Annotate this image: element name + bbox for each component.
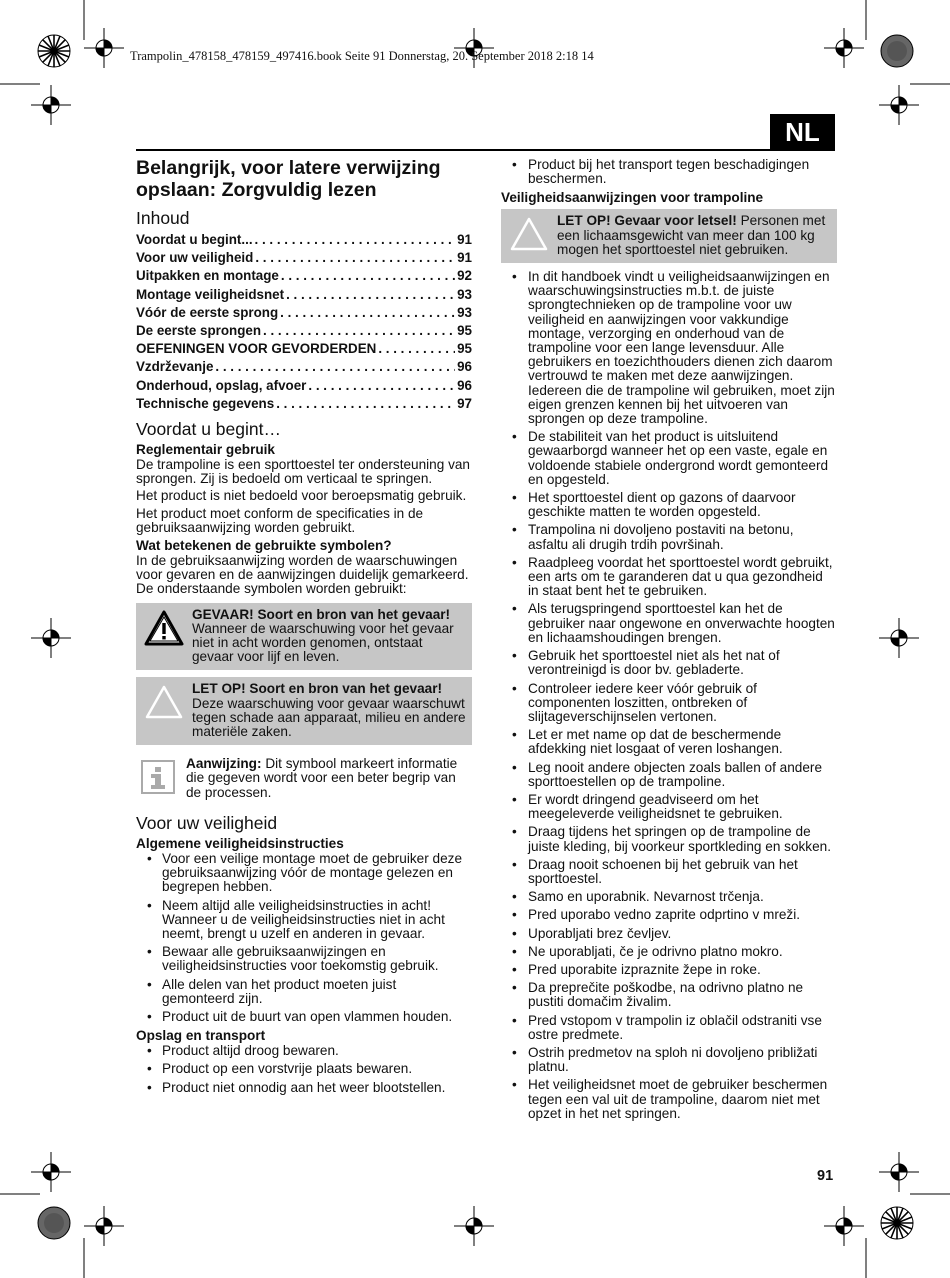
table-of-contents	[136, 231, 472, 413]
bullet-list	[136, 1044, 472, 1095]
subheading: Opslag en transport	[136, 1028, 266, 1044]
list-item: • Trampolina ni dovoljeno postaviti na betonu, asfaltu ali drugih trdih površinah.	[501, 523, 837, 551]
registration-mark-icon	[31, 1152, 71, 1192]
subheading: Veiligheidsaanwijzingen voor trampoline	[501, 190, 764, 206]
subheading: Algemene veiligheidsinstructies	[136, 835, 344, 851]
toc-item[interactable]: Voor uw veiligheid . . . 91	[136, 249, 472, 267]
color-wheel-icon	[880, 1206, 914, 1240]
caution-notice	[501, 209, 837, 263]
registration-mark-icon	[824, 28, 864, 68]
list-item: • Product niet onnodig aan het weer blootstellen.	[136, 1081, 472, 1095]
danger-notice	[136, 603, 472, 671]
notice-title: LET OP! Gevaar voor letsel!	[557, 213, 737, 229]
list-item: • Bewaar alle gebruiksaanwijzingen en veiligheidsinstructies voor toekomstig gebruik.	[136, 945, 472, 973]
registration-mark-icon	[31, 618, 71, 658]
grey-disk-icon	[880, 34, 914, 68]
right-column	[501, 158, 837, 1125]
divider	[136, 149, 835, 151]
paragraph: In de gebruiksaanwijzing worden de waarschuwingen voor gevaren en de aanwijzingen duidelijk gemarkeerd. De onderstaande symbolen worden gebruikt:	[136, 553, 469, 597]
notice-title: Aanwijzing:	[186, 756, 262, 772]
grey-disk-icon	[37, 1206, 71, 1240]
toc-item[interactable]: Onderhoud, opslag, afvoer . . . 96	[136, 377, 472, 395]
section-heading: Voordat u begint…	[136, 419, 281, 440]
list-item: • Alle delen van het product moeten juist gemonteerd zijn.	[136, 978, 472, 1006]
list-item: • Voor een veilige montage moet de gebruiker deze gebruiksaanwijzing vóór de montage gelezen en begrepen hebben.	[136, 852, 472, 895]
registration-mark-icon	[824, 1206, 864, 1246]
registration-mark-icon	[454, 1206, 494, 1246]
registration-mark-icon	[31, 85, 71, 125]
list-item: • Gebruik het sporttoestel niet als het nat of verontreinigd is door bv. gebladerte.	[501, 649, 837, 677]
list-item: • Het sporttoestel dient op gazons of daarvoor geschikte matten te worden opgesteld.	[501, 491, 837, 519]
list-item: • Draag nooit schoenen bij het gebruik van het sporttoestel.	[501, 858, 837, 886]
registration-mark-icon	[879, 1152, 919, 1192]
list-item: • Product uit de buurt van open vlammen houden.	[136, 1010, 472, 1024]
caution-triangle-icon	[144, 684, 184, 720]
list-item: • Controleer iedere keer vóór gebruik of componenten loszitten, ontbreken of slijtageverschijnselen vertonen.	[501, 682, 837, 725]
list-item: • Da preprečite poškodbe, na odrivno platno ne pustiti domačim živalim.	[501, 981, 837, 1009]
notice-text: Dit symbool markeert informatie die gegeven wordt voor een beter begrip van de processen.	[186, 756, 458, 800]
subheading: Reglementair gebruik	[136, 442, 275, 458]
list-item: • Draag tijdens het springen op de trampoline de juiste kleding, bij voorkeur sportkleding en sokken.	[501, 825, 837, 853]
list-item: • In dit handboek vindt u veiligheidsaanwijzingen en waarschuwingsinstructies m.b.t. de juiste sprongtechnieken op de trampoline voor uw veiligheid en aanwijzingen voor vakkundige montage, verzorging en onderhoud van de trampoline voor een lange levensduur. Alle gebruikers en toezichthouders dienen zich daarom vertrouwd te maken met deze aanwijzingen. Iedereen die de trampoline wil gebruiken, moet zijn eigen grenzen kennen bij het uitvoeren van sprongen op deze trampoline.	[501, 270, 837, 426]
list-item: • Samo en uporabnik. Nevarnost trčenja.	[501, 890, 837, 904]
registration-mark-icon	[84, 1206, 124, 1246]
toc-item[interactable]: Voordat u begint... . . . 91	[136, 231, 472, 249]
bullet-list	[136, 852, 472, 1024]
toc-item[interactable]: Montage veiligheidsnet . . . 93	[136, 286, 472, 304]
language-tab: NL	[770, 114, 835, 151]
list-item: • Product bij het transport tegen beschadigingen beschermen.	[501, 158, 837, 186]
registration-mark-icon	[879, 85, 919, 125]
list-item: • Leg nooit andere objecten zoals ballen of andere sporttoestellen op de trampoline.	[501, 761, 837, 789]
toc-item[interactable]: Technische gegevens . . . 97	[136, 395, 472, 413]
section-heading: Voor uw veiligheid	[136, 812, 278, 833]
notice-text: Deze waarschuwing voor gevaar waarschuwt tegen schade aan apparaat, milieu en andere materiële zaken.	[192, 695, 466, 740]
list-item: • Pred uporabite izpraznite žepe in roke.	[501, 963, 837, 977]
list-item: • Als terugspringend sporttoestel kan het de gebruiker naar ongewone en onverwachte hoogten en lichaamshoudingen brengen.	[501, 602, 837, 645]
print-header: Trampolin_478158_478159_497416.book Seite 91 Donnerstag, 20. September 2018 2:18 14	[130, 49, 594, 63]
list-item: • De stabiliteit van het product is uitsluitend gewaarborgd wanneer het op een vaste, egale en voldoende stabiele ondergrond wordt gemonteerd en opgesteld.	[501, 430, 837, 487]
toc-item[interactable]: De eerste sprongen . . . 95	[136, 322, 472, 340]
registration-mark-icon	[84, 28, 124, 68]
list-item: • Product altijd droog bewaren.	[136, 1044, 472, 1058]
toc-item[interactable]: Uitpakken en montage . . . 92	[136, 267, 472, 285]
page-title: Belangrijk, voor latere verwijzing opslaan: Zorgvuldig lezen	[136, 157, 441, 201]
list-item: • Neem altijd alle veiligheidsinstructies in acht! Wanneer u de veiligheidsinstructies niet in acht neemt, brengt u uzelf en anderen in gevaar.	[136, 899, 472, 942]
notice-text: Wanneer de waarschuwing voor het gevaar niet in acht worden genomen, ontstaat gevaar voor lijf en leven.	[192, 620, 454, 665]
registration-mark-icon	[879, 618, 919, 658]
list-item: • Raadpleeg voordat het sporttoestel wordt gebruikt, een arts om te garanderen dat u qua gezondheid in staat bent het te gebruiken.	[501, 556, 837, 599]
danger-triangle-icon	[144, 610, 184, 646]
caution-notice	[136, 677, 472, 745]
caution-triangle-icon	[509, 216, 549, 252]
notice-title: GEVAAR! Soort en bron van het gevaar!	[192, 606, 451, 622]
paragraph: De trampoline is een sporttoestel ter ondersteuning van sprongen. Zij is bedoeld om verticaal te springen.	[136, 457, 470, 487]
list-item: • Product op een vorstvrije plaats bewaren.	[136, 1062, 472, 1076]
bullet-list	[501, 270, 837, 1121]
toc-item[interactable]: Vzdrževanje . . . 96	[136, 358, 472, 376]
bullet-list	[501, 158, 837, 186]
list-item: • Er wordt dringend geadviseerd om het meegeleverde veiligheidsnet te gebruiken.	[501, 793, 837, 821]
notice-title: LET OP! Soort en bron van het gevaar!	[192, 681, 443, 697]
color-wheel-icon	[37, 34, 71, 68]
page-number: 91	[817, 1168, 834, 1184]
list-item: • Pred vstopom v trampolin iz oblačil odstraniti vse ostre predmete.	[501, 1014, 837, 1042]
paragraph: Het product is niet bedoeld voor beroepsmatig gebruik.	[136, 488, 467, 504]
toc-item[interactable]: OEFENINGEN VOOR GEVORDERDEN . . . 95	[136, 340, 472, 358]
toc-item[interactable]: Vóór de eerste sprong . . . 93	[136, 304, 472, 322]
notice-text: Personen met een lichaamsgewicht van meer dan 100 kg mogen het sporttoestel niet gebruiken.	[557, 213, 826, 257]
list-item: • Het veiligheidsnet moet de gebruiker beschermen tegen een val uit de trampoline, daarom niet met opzet in het net springen.	[501, 1078, 837, 1121]
info-icon	[140, 759, 176, 795]
left-column	[136, 157, 472, 1099]
paragraph: Het product moet conform de specificaties in de gebruiksaanwijzing worden gebruikt.	[136, 505, 424, 535]
list-item: • Ostrih predmetov na sploh ni dovoljeno približati platnu.	[501, 1046, 837, 1074]
subheading: Wat betekenen de gebruikte symbolen?	[136, 538, 392, 554]
toc-heading: Inhoud	[136, 208, 190, 228]
list-item: • Pred uporabo vedno zaprite odprtino v mreži.	[501, 908, 837, 922]
info-notice	[136, 752, 472, 806]
list-item: • Ne uporabljati, če je odrivno platno mokro.	[501, 945, 837, 959]
list-item: • Uporabljati brez čevljev.	[501, 927, 837, 941]
list-item: • Let er met name op dat de beschermende afdekking niet losgaat of veren loshangen.	[501, 728, 837, 756]
